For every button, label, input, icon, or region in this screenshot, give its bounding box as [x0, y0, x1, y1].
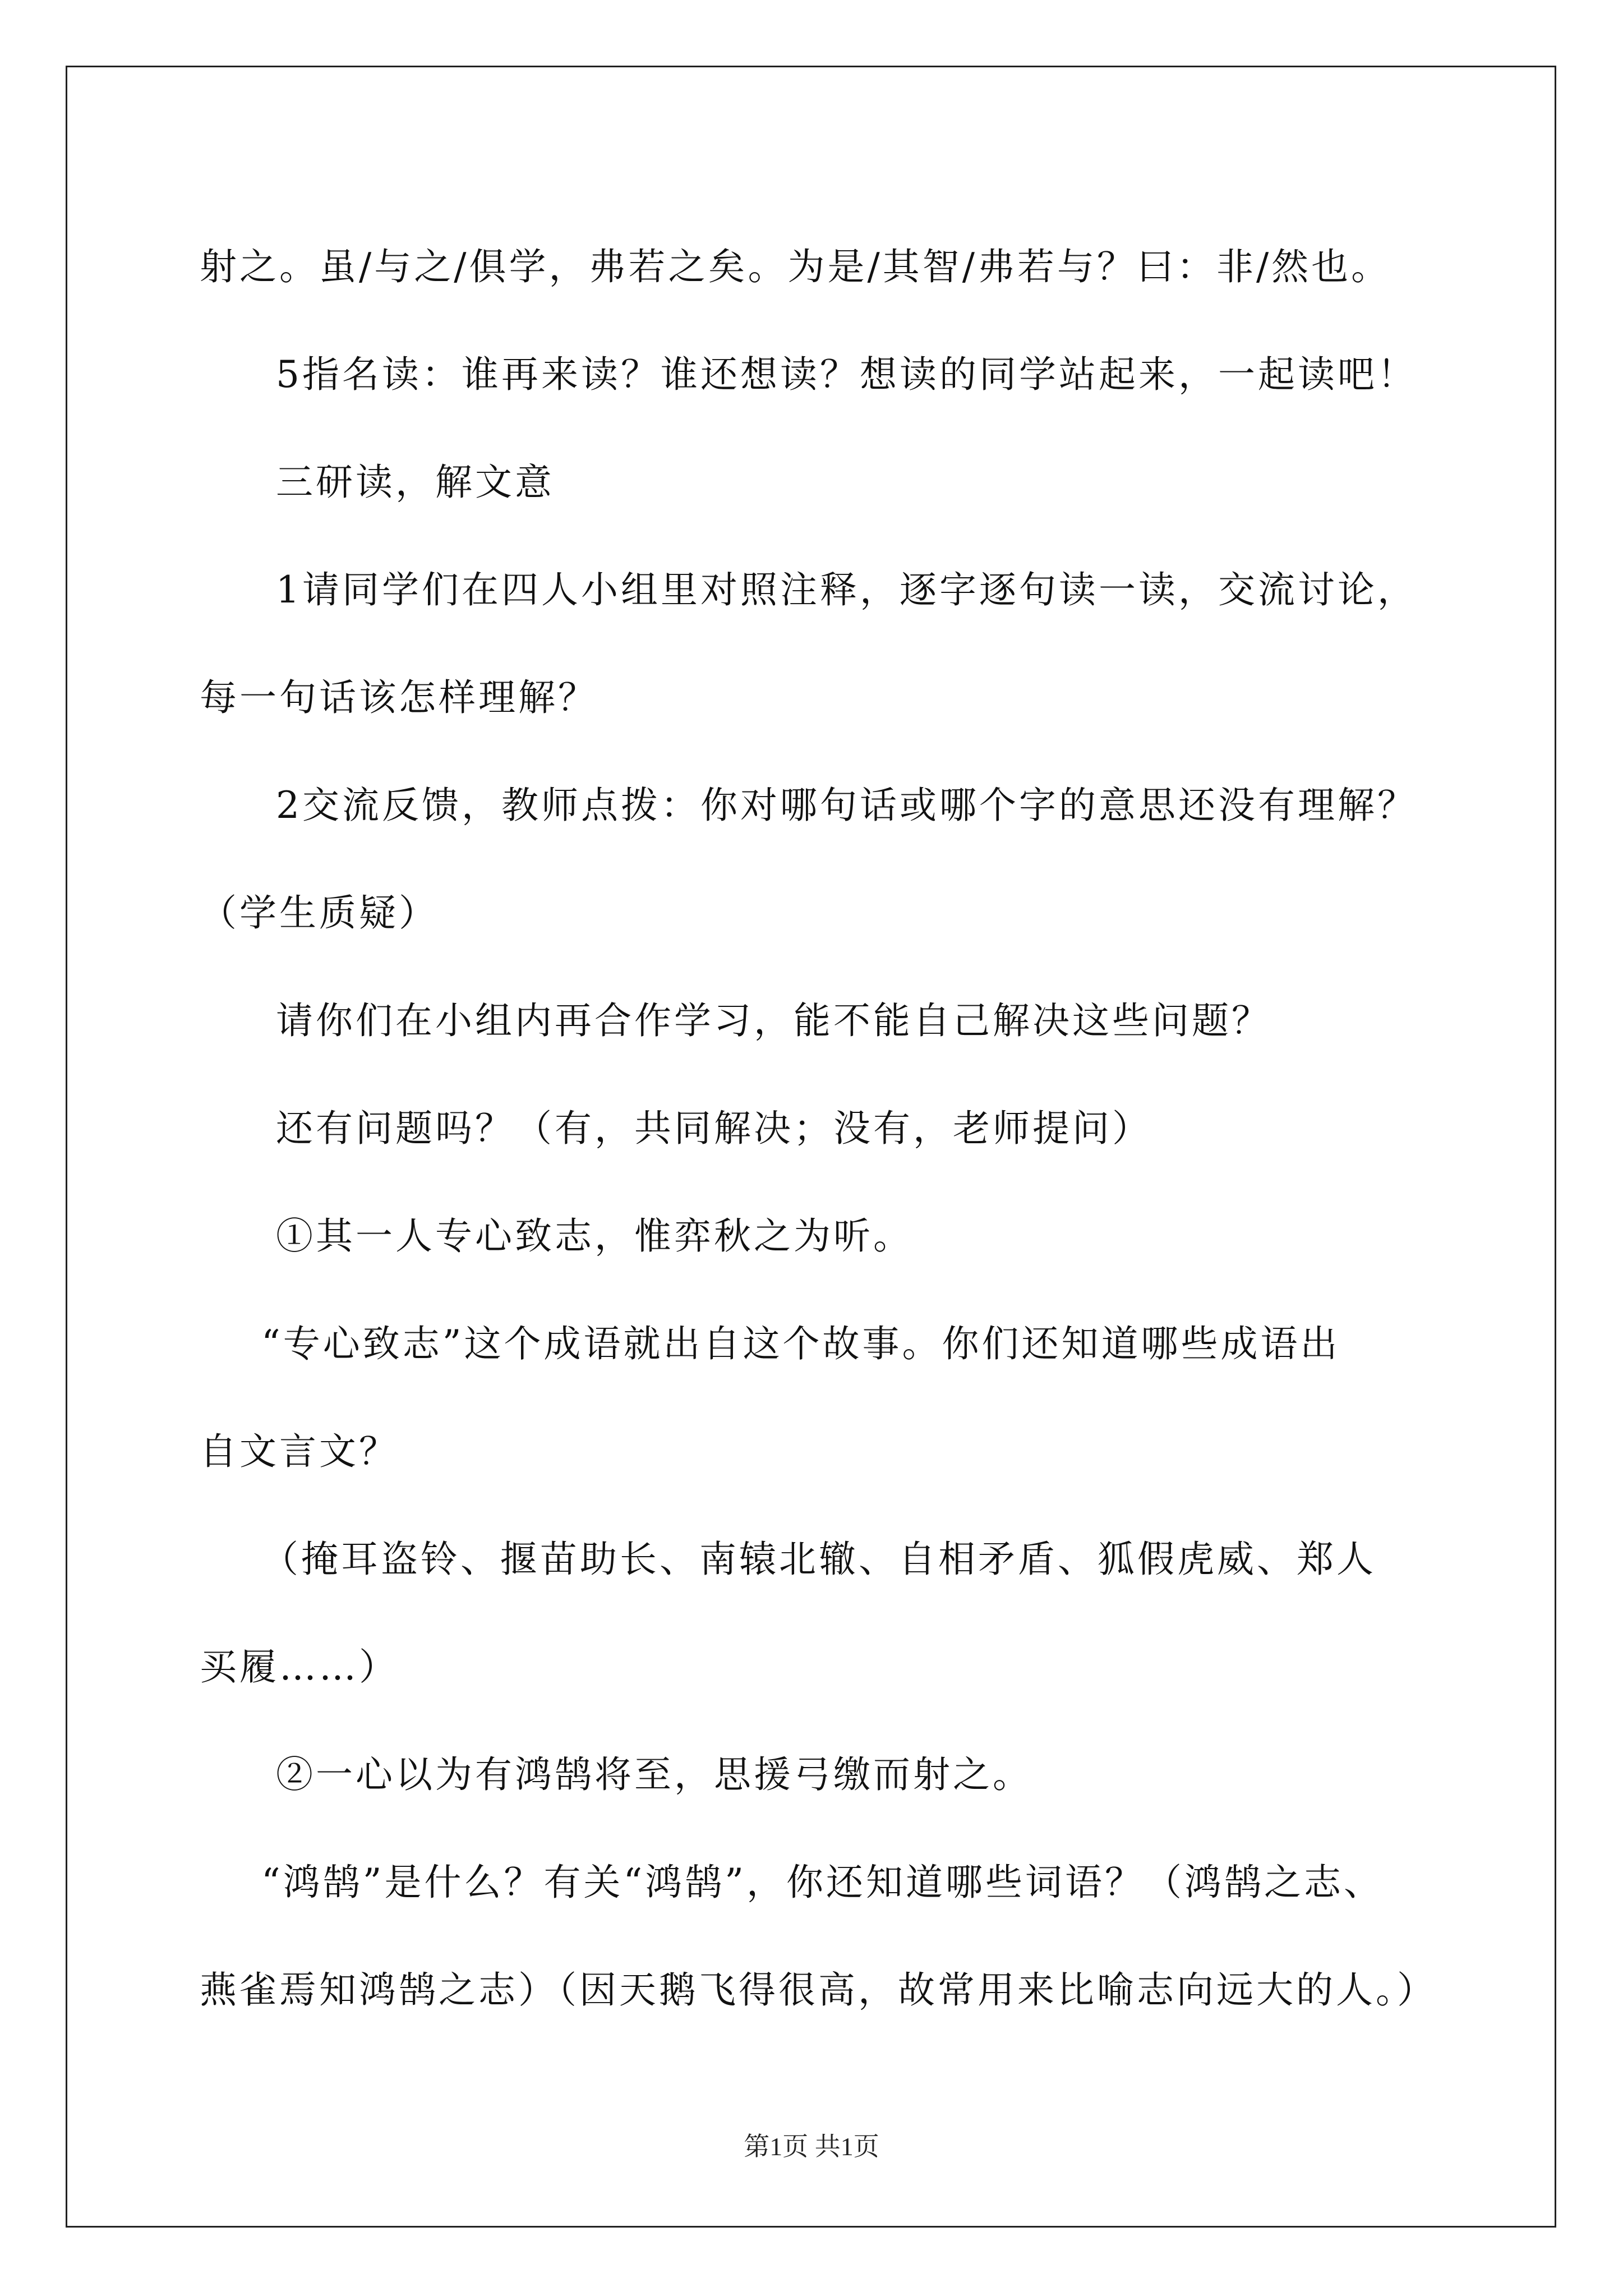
- paragraph-line: 5指名读：谁再来读？谁还想读？想读的同学站起来，一起读吧！: [276, 353, 1417, 396]
- paragraph-line: “鸿鹄”是什么？有关“鸿鹄”，你还知道哪些词语？（鸿鹄之志、: [261, 1861, 1384, 1904]
- paragraph-line: 买履……）: [200, 1645, 399, 1688]
- document-body: [200, 213, 1437, 2044]
- paragraph-line: “专心致志”这个成语就出自这个故事。你们还知道哪些成语出: [261, 1322, 1340, 1365]
- paragraph-line: ①其一人专心致志，惟弈秋之为听。: [276, 1214, 913, 1258]
- paragraph-line: 1请同学们在四人小组里对照注释，逐字逐句读一读，交流讨论，: [276, 568, 1417, 611]
- paragraph-line: （掩耳盗铃、揠苗助长、南辕北辙、自相矛盾、狐假虎威、郑人: [261, 1538, 1376, 1581]
- page-footer: 第1页 共1页: [744, 2132, 879, 2161]
- paragraph-line: 射之。虽/与之/俱学，弗若之矣。为是/其智/弗若与？曰：非/然也。: [200, 245, 1391, 288]
- paragraph-line: 2交流反馈，教师点拨：你对哪句话或哪个字的意思还没有理解？: [276, 784, 1417, 827]
- paragraph-line: ②一心以为有鸿鹄将至，思援弓缴而射之。: [276, 1753, 1032, 1796]
- paragraph-line: 请你们在小组内再合作学习，能不能自己解决这些问题？: [276, 999, 1271, 1042]
- paragraph-line: 燕雀焉知鸿鹄之志）（因天鹅飞得很高，故常用来比喻志向远大的人。）: [200, 1968, 1437, 2012]
- paragraph-line: 每一句话该怎样理解？: [200, 676, 598, 719]
- paragraph-line: （学生质疑）: [200, 891, 439, 935]
- paragraph-line: 还有问题吗？（有，共同解决；没有，老师提问）: [276, 1107, 1152, 1150]
- section-heading: 三研读，解文意: [276, 461, 555, 504]
- paragraph-line: 自文言文？: [200, 1430, 399, 1473]
